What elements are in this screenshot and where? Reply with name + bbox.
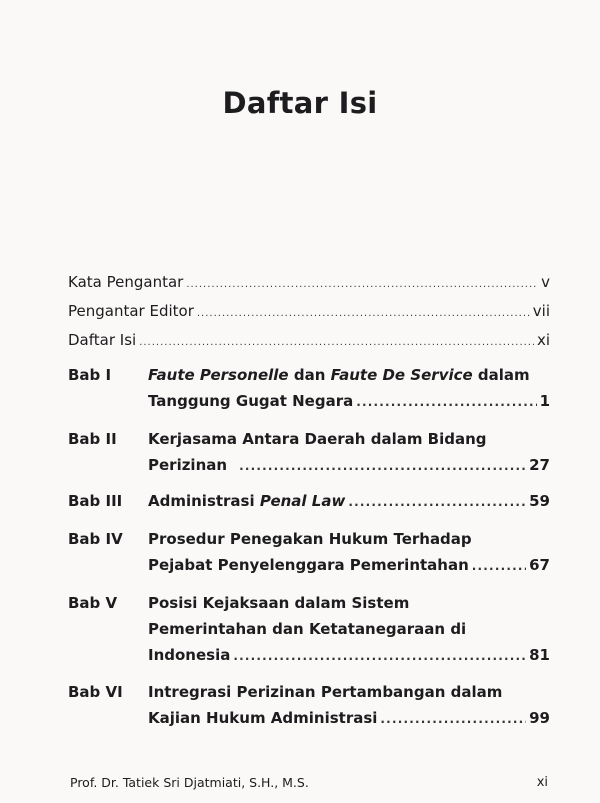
toc-entry-kata-pengantar[interactable] [68, 273, 550, 291]
chapter-page: 67 [529, 556, 550, 574]
chapter-title-line: Posisi Kejaksaan dalam Sistem [148, 594, 410, 612]
leader-dots [472, 553, 526, 579]
chapter-title-line: Prosedur Penegakan Hukum Terhadap [148, 530, 472, 548]
toc-page: vii [532, 302, 550, 320]
toc-chapter-4[interactable] [68, 526, 550, 579]
chapter-number: Bab III [68, 492, 123, 510]
chapter-page: 99 [529, 709, 550, 727]
chapter-title-line: Intregrasi Perizinan Pertambangan dalam [148, 683, 503, 701]
footer-author: Prof. Dr. Tatiek Sri Djatmiati, S.H., M.S. [70, 775, 309, 790]
chapter-page: 81 [529, 646, 550, 664]
chapter-title-line: Administrasi Penal Law [148, 492, 346, 510]
chapter-page: 1 [539, 392, 550, 410]
leader-dots [233, 643, 526, 669]
toc-label: Pengantar Editor [68, 302, 194, 320]
chapter-title-line: Pejabat Penyelenggara Pemerintahan [148, 556, 469, 574]
chapter-title-line: Pemerintahan dan Ketatanegaraan di [148, 620, 467, 638]
toc-chapter-6[interactable] [68, 679, 550, 732]
toc-entry-pengantar-editor[interactable] [68, 302, 550, 320]
toc-label: Kata Pengantar [68, 273, 184, 291]
leader-dots [348, 489, 526, 515]
toc-chapter-5[interactable] [68, 590, 550, 669]
page-title: Daftar Isi [222, 86, 378, 120]
chapter-title-line: Faute Personelle dan Faute De Service dalam [148, 366, 530, 384]
toc-chapter-3[interactable] [68, 488, 550, 515]
leader-dots [197, 308, 530, 319]
chapter-page: 59 [529, 492, 550, 510]
chapter-number: Bab IV [68, 530, 123, 548]
toc-chapter-2[interactable] [68, 426, 550, 479]
footer-page-number: xi [536, 775, 548, 790]
toc-entry-daftar-isi[interactable] [68, 331, 550, 349]
toc-chapter-1[interactable] [68, 362, 550, 415]
chapter-page: 27 [529, 456, 550, 474]
chapter-title-line: Indonesia [148, 646, 231, 664]
toc-label: Daftar Isi [68, 331, 137, 349]
leader-dots [380, 706, 526, 732]
chapter-title-line: Kajian Hukum Administrasi [148, 709, 378, 727]
leader-dots [186, 279, 538, 290]
chapter-title-line: Tanggung Gugat Negara [148, 392, 354, 410]
chapter-number: Bab V [68, 594, 118, 612]
leader-dots [239, 453, 526, 479]
chapter-title-line: Kerjasama Antara Daerah dalam Bidang [148, 430, 487, 448]
toc-page: xi [536, 331, 550, 349]
chapter-number: Bab VI [68, 683, 123, 701]
toc-page: v [541, 273, 550, 291]
chapter-number: Bab II [68, 430, 117, 448]
leader-dots [139, 337, 534, 348]
chapter-title-line: Perizinan [148, 456, 228, 474]
chapter-number: Bab I [68, 366, 112, 384]
leader-dots [356, 389, 536, 415]
